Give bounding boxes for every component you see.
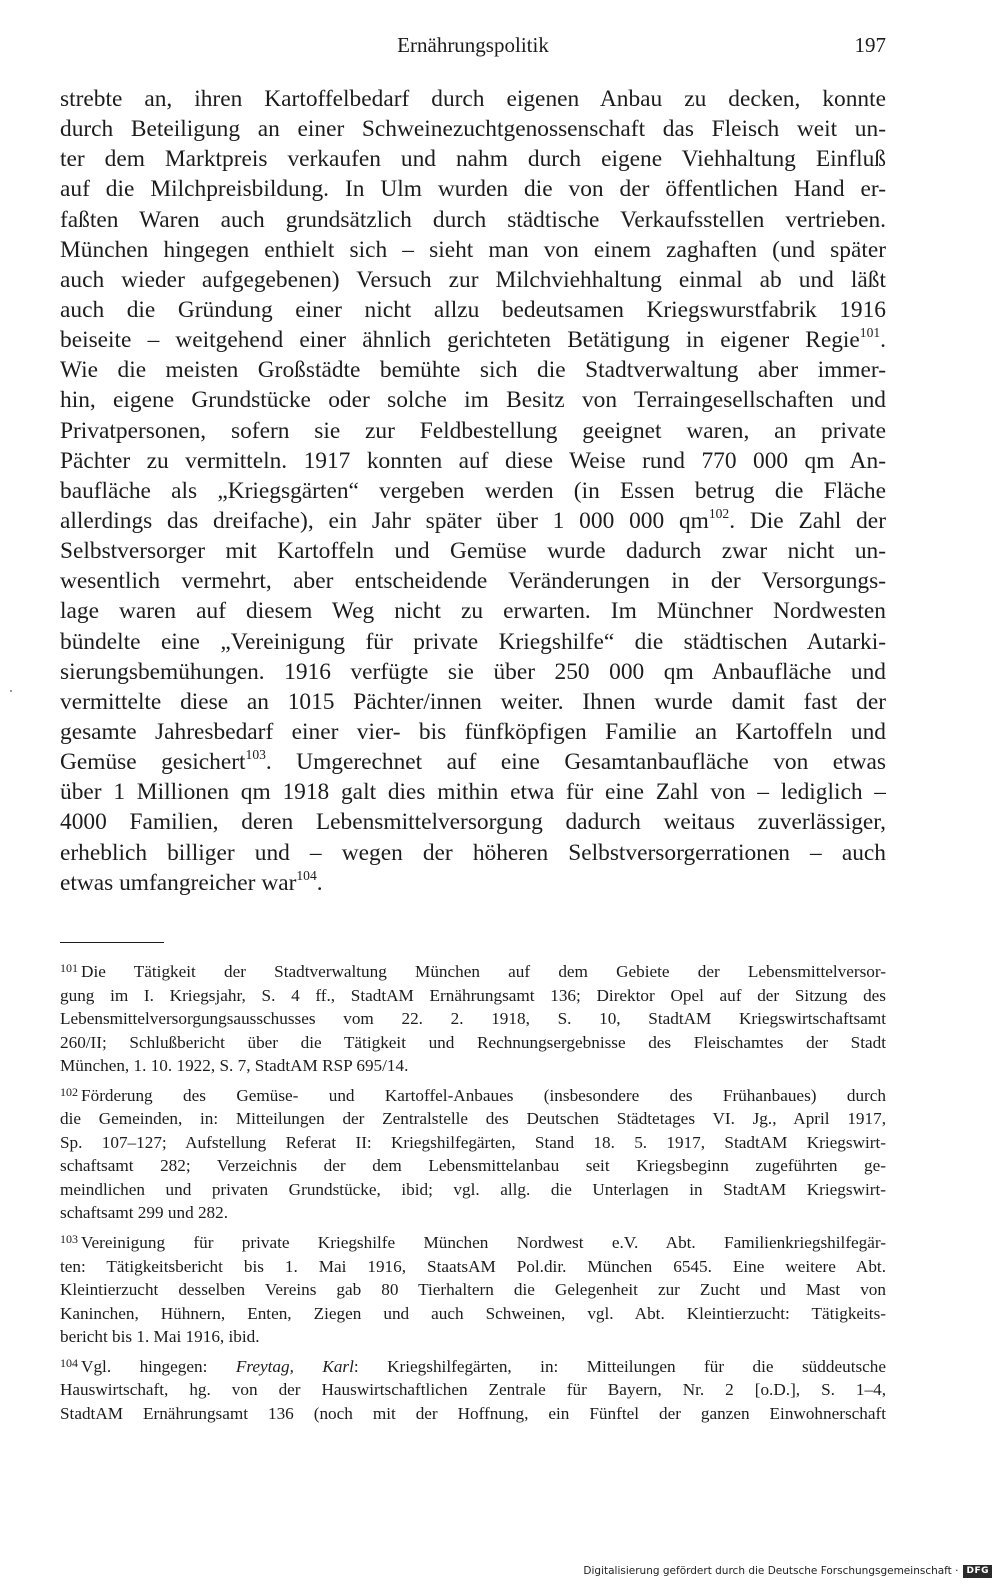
text-line: gesamte Jahresbedarf einer vier- bis fünfköpfigen Familie an Kartoffeln und (60, 718, 886, 745)
scan-speck (10, 690, 12, 692)
footnote-line (60, 1355, 886, 1379)
footnote-line: StadtAM Ernährungsamt 136 (noch mit der Hoffnung, ein Fünftel der ganzen Einwohnerschaft (60, 1403, 886, 1423)
text-line: faßten Waren auch grundsätzlich durch städtische Verkaufsstellen vertrieben. (60, 206, 886, 233)
text-line: sierungsbemühungen. 1916 verfügte sie über 250 000 qm Anbaufläche und (60, 658, 886, 685)
text-line: strebte an, ihren Kartoffelbedarf durch eigenen Anbau zu decken, konnte (60, 86, 886, 112)
footnote-line (60, 1084, 886, 1108)
text-segment: allerdings das dreifache), ein Jahr später über 1 000 000 qm (60, 507, 709, 534)
footnote-line: 260/II; Schlußbericht über die Tätigkeit und Rechnungsergebnisse des Fleischamtes der Stadt (60, 1032, 886, 1052)
footnote-line: meindlichen und privaten Grundstücke, ibid; vgl. allg. die Unterlagen in StadtAM Kriegswirt- (60, 1179, 886, 1199)
text-line: Selbstversorger mit Kartoffeln und Gemüse wurde dadurch zwar nicht un- (60, 538, 886, 565)
text-line: Privatpersonen, sofern sie zur Feldbestellung geeignet waren, an private (60, 417, 886, 444)
author-name: Freytag, Karl (235, 1356, 354, 1376)
text-line: bündelte eine „Vereinigung für private Kriegshilfe“ die städtischen Autarki- (60, 628, 886, 655)
text-line: wesentlich vermehrt, aber entscheidende Veränderungen in der Versorgungs- (60, 568, 886, 595)
text-line (60, 325, 886, 355)
text-line: Wie die meisten Großstädte bemühte sich die Stadtverwaltung aber immer- (60, 357, 886, 384)
footnote-line: München, 1. 10. 1922, S. 7, StadtAM RSP 695/14. (60, 1056, 409, 1076)
footnote-line: Lebensmittelversorgungsausschusses vom 22. 2. 1918, S. 10, StadtAM Kriegswirtschaftsamt (60, 1009, 886, 1029)
footnote-line (60, 960, 886, 984)
digitization-footer (583, 1562, 992, 1580)
text-line: auf die Milchpreisbildung. In Ulm wurden die von der öffentlichen Hand er- (60, 176, 886, 203)
text-line: baufläche als „Kriegsgärten“ vergeben werden (in Essen betrug die Fläche (60, 477, 886, 504)
text-segment: Vereinigung für private Kriegshilfe München Nordwest e.V. Abt. Familienkriegshilfegär- (81, 1233, 886, 1253)
text-line: durch Beteiligung an einer Schweinezuchtgenossenschaft das Fleisch weit un- (60, 116, 886, 143)
text-segment: Gemüse gesichert (60, 749, 246, 776)
footnote-line: ten: Tätigkeitsbericht bis 1. Mai 1916, StaatsAM Pol.dir. München 6545. Eine weitere Abt. (60, 1256, 886, 1276)
footnote-101 (60, 960, 886, 1078)
running-header (60, 28, 886, 62)
footnote-ref[interactable]: 103 (245, 747, 266, 763)
text-line (60, 506, 886, 536)
footnote-number: 103 (60, 1232, 79, 1247)
footnote-number: 104 (60, 1355, 79, 1370)
footer-text: Digitalisierung gefördert durch die Deutsche Forschungsgemeinschaft · (583, 1565, 959, 1577)
text-segment: . (880, 327, 886, 354)
text-segment: Förderung des Gemüse- und Kartoffel-Anbaues (insbesondere des Frühanbaues) durch (81, 1085, 886, 1105)
dfg-logo-icon: DFG (963, 1565, 992, 1578)
footnote-102 (60, 1084, 886, 1225)
text-line: über 1 Millionen qm 1918 galt dies mithin etwa für eine Zahl von – lediglich – (60, 779, 886, 806)
running-title: Ernährungspolitik (397, 33, 549, 57)
text-segment: . Die Zahl der (729, 507, 886, 534)
text-line: auch die Gründung einer nicht allzu bedeutsamen Kriegswurstfabrik 1916 (60, 296, 886, 323)
footnote-divider (60, 942, 164, 943)
text-line: 4000 Familien, deren Lebensmittelversorgung dadurch weitaus zuverlässiger, (60, 809, 886, 836)
text-segment: : Kriegshilfegärten, in: Mitteilungen für die süddeutsche (353, 1356, 886, 1376)
body-text (60, 84, 886, 898)
footnote-ref[interactable]: 104 (296, 867, 317, 883)
text-line: hin, eigene Grundstücke oder solche im Besitz von Terraingesellschaften und (60, 387, 886, 414)
text-line: Pächter zu vermitteln. 1917 konnten auf diese Weise rund 770 000 qm An- (60, 447, 886, 474)
text-segment: Vgl. hingegen: (81, 1356, 236, 1376)
footnote-line: schaftsamt 282; Verzeichnis der dem Lebensmittelanbau seit Kriegsbeginn zugeführten ge- (60, 1156, 886, 1176)
text-segment: . (316, 869, 323, 896)
footnote-line: bericht bis 1. Mai 1916, ibid. (60, 1327, 260, 1347)
text-line: München hingegen enthielt sich – sieht man von einem zaghaften (und später (60, 236, 886, 263)
text-line (60, 868, 886, 898)
footnotes (60, 960, 886, 1425)
footnote-line: Hauswirtschaft, hg. von der Hauswirtschaftlichen Zentrale für Bayern, Nr. 2 [o.D.], S. 1–4, (60, 1380, 886, 1400)
text-segment: . Umgerechnet auf eine Gesamtanbaufläche von etwas (265, 749, 886, 776)
text-segment: etwas umfangreicher war (60, 869, 297, 896)
text-segment: Die Tätigkeit der Stadtverwaltung München auf dem Gebiete der Lebensmittelversor- (81, 962, 886, 981)
text-line: ter dem Marktpreis verkaufen und nahm durch eigene Viehhaltung Einfluß (60, 146, 886, 173)
footnote-ref[interactable]: 102 (708, 506, 730, 522)
footnote-line: die Gemeinden, in: Mitteilungen der Zentralstelle des Deutschen Städtetages VI. Jg., April 1917, (60, 1109, 886, 1129)
footnote-line: Kaninchen, Hühnern, Enten, Ziegen und auch Schweinen, vgl. Abt. Kleintierzucht: Tätigkeits- (60, 1303, 886, 1323)
text-line: lage waren auf diesem Weg nicht zu erwarten. Im Münchner Nordwesten (60, 598, 886, 625)
footnote-line: gung im I. Kriegsjahr, S. 4 ff., StadtAM Ernährungsamt 136; Direktor Opel auf der Sitzung des (60, 985, 886, 1005)
text-line (60, 747, 886, 777)
footnote-line: Sp. 107–127; Aufstellung Referat II: Kriegshilfegärten, Stand 18. 5. 1917, StadtAM Kriegswirt- (60, 1132, 886, 1152)
footnote-103 (60, 1231, 886, 1349)
footnote-line (60, 1231, 886, 1255)
text-line: auch wieder aufgegebenen) Versuch zur Milchviehhaltung einmal ab und läßt (60, 266, 886, 293)
text-line: erheblich billiger und – wegen der höheren Selbstversorgerrationen – auch (60, 839, 886, 866)
footnote-line: schaftsamt 299 und 282. (60, 1203, 229, 1223)
page-number: 197 (854, 33, 886, 57)
text-segment: beiseite – weitgehend einer ähnlich gerichteten Betätigung in eigener Regie (60, 327, 860, 354)
footnote-104 (60, 1355, 886, 1426)
footnote-number: 102 (60, 1084, 79, 1099)
footnote-line: Kleintierzucht desselben Vereins gab 80 Tierhaltern die Gelegenheit zur Zucht und Mast von (60, 1280, 886, 1300)
footnote-number: 101 (60, 961, 79, 976)
text-line: vermittelte diese an 1015 Pächter/innen weiter. Ihnen wurde damit fast der (60, 688, 886, 715)
footnote-ref[interactable]: 101 (859, 325, 881, 341)
